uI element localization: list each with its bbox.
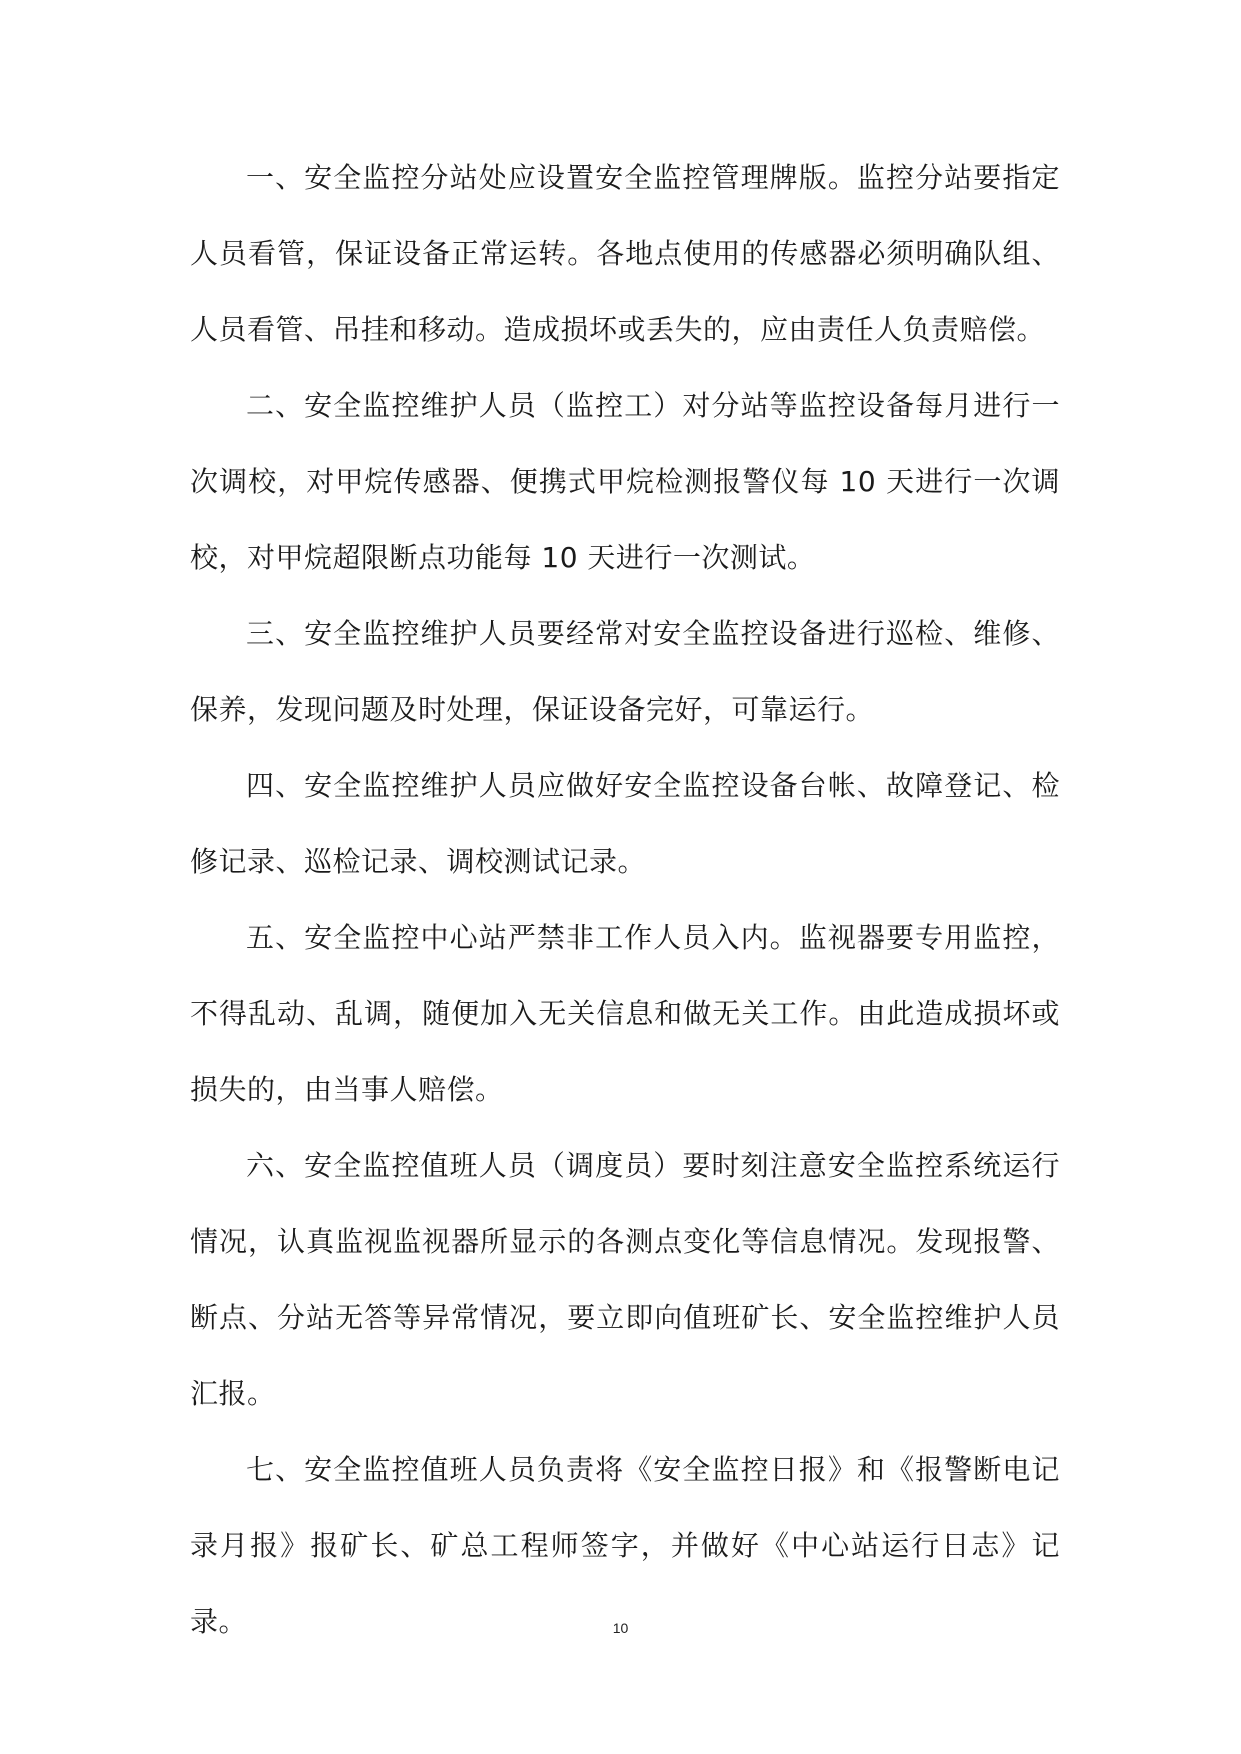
document-body — [190, 140, 1060, 1660]
paragraph-7: 七、安全监控值班人员负责将《安全监控日报》和《报警断电记录月报》报矿长、矿总工程师签字，并做好《中心站运行日志》记录。 — [190, 1453, 1060, 1638]
paragraph-6: 六、安全监控值班人员（调度员）要时刻注意安全监控系统运行情况，认真监视监视器所显示的各测点变化等信息情况。发现报警、断点、分站无答等异常情况，要立即向值班矿长、安全监控维护人员汇报。 — [190, 1149, 1060, 1410]
paragraph-5: 五、安全监控中心站严禁非工作人员入内。监视器要专用监控，不得乱动、乱调，随便加入无关信息和做无关工作。由此造成损坏或损失的，由当事人赔偿。 — [190, 921, 1060, 1106]
paragraph-2: 二、安全监控维护人员（监控工）对分站等监控设备每月进行一次调校，对甲烷传感器、便携式甲烷检测报警仪每 10 天进行一次调校，对甲烷超限断点功能每 10 天进行一次测试。 — [190, 389, 1060, 574]
paragraph-3: 三、安全监控维护人员要经常对安全监控设备进行巡检、维修、保养，发现问题及时处理，保证设备完好，可靠运行。 — [190, 617, 1060, 726]
paragraph-1: 一、安全监控分站处应设置安全监控管理牌版。监控分站要指定人员看管，保证设备正常运转。各地点使用的传感器必须明确队组、人员看管、吊挂和移动。造成损坏或丢失的，应由责任人负责赔偿。 — [190, 161, 1060, 346]
paragraph-4: 四、安全监控维护人员应做好安全监控设备台帐、故障登记、检修记录、巡检记录、调校测试记录。 — [190, 769, 1060, 878]
page-number: 10 — [612, 1620, 629, 1636]
